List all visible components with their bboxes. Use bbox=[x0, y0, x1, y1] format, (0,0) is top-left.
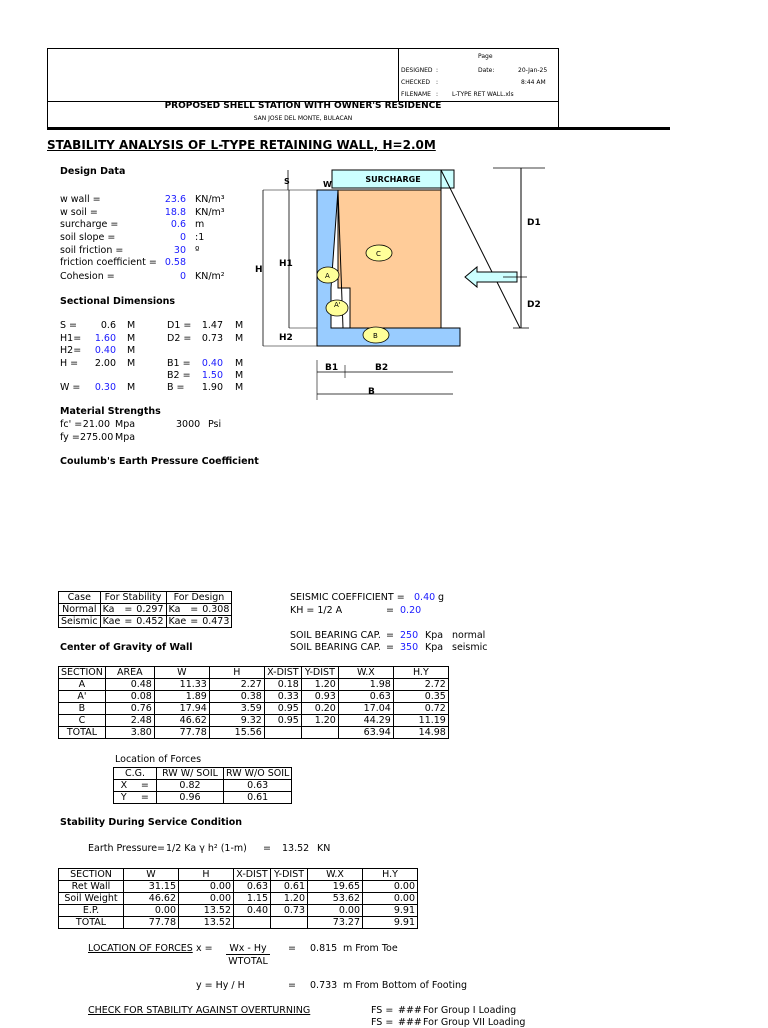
cg-cell: 0.76 bbox=[105, 703, 154, 715]
loc-heading: Location of Forces bbox=[115, 754, 202, 765]
service-table bbox=[58, 868, 418, 929]
cg-cell: 2.48 bbox=[105, 715, 154, 727]
project-location: SAN JOSE DEL MONTE, BULACAN bbox=[253, 115, 353, 122]
ep-formula: 1/2 Ka γ h² (1-m) bbox=[166, 843, 247, 854]
service-header-cell: Y-DIST bbox=[271, 869, 308, 881]
h2-unit: M bbox=[127, 345, 136, 356]
cg-header-cell: AREA bbox=[105, 667, 154, 679]
sbc-seismic-value: 350 bbox=[400, 642, 419, 653]
sbc-normal-eq: = bbox=[386, 630, 394, 641]
service-cell: 9.91 bbox=[363, 917, 418, 929]
k-header-design: For Design bbox=[166, 592, 232, 604]
service-cell: 9.91 bbox=[363, 905, 418, 917]
cg-cell bbox=[301, 727, 338, 739]
k-value: 0.297 bbox=[134, 604, 166, 616]
cg-header-cell: H bbox=[209, 667, 264, 679]
cg-table bbox=[58, 666, 449, 739]
cg-cell: 9.32 bbox=[209, 715, 264, 727]
cg-heading: Center of Gravity of Wall bbox=[60, 642, 193, 653]
x-label: x = bbox=[196, 943, 213, 954]
table-row bbox=[114, 780, 292, 792]
date-label: Date: bbox=[478, 67, 495, 74]
cg-cell: 11.33 bbox=[154, 679, 209, 691]
fy-value: 275.00 bbox=[80, 432, 114, 443]
sbc-normal-value: 250 bbox=[400, 630, 419, 641]
cg-cell: 2.72 bbox=[393, 679, 448, 691]
area-a-prime-label: A' bbox=[334, 301, 341, 309]
service-cell: 73.27 bbox=[308, 917, 363, 929]
loc-cell: = bbox=[134, 780, 157, 792]
fs2-text: For Group VII Loading bbox=[423, 1017, 526, 1028]
b1-unit: M bbox=[235, 358, 244, 369]
cg-header-cell: W.X bbox=[338, 667, 393, 679]
service-cell: 53.62 bbox=[308, 893, 363, 905]
area-a-label: A bbox=[325, 272, 330, 280]
d2-dim-label: D2 bbox=[527, 300, 541, 310]
cg-cell: 0.20 bbox=[301, 703, 338, 715]
cg-cell: 77.78 bbox=[154, 727, 209, 739]
service-cell: 0.40 bbox=[234, 905, 271, 917]
b1-value: 0.40 bbox=[201, 358, 223, 369]
w-value: 0.30 bbox=[94, 382, 116, 393]
s-value: 0.6 bbox=[100, 320, 116, 331]
service-cell bbox=[271, 917, 308, 929]
table-row bbox=[59, 679, 449, 691]
cg-cell: 0.93 bbox=[301, 691, 338, 703]
title-block-divider bbox=[398, 49, 399, 101]
w-label: W = bbox=[60, 382, 81, 393]
b1-label: B1 = bbox=[167, 358, 191, 369]
sbc-normal-tag: normal bbox=[452, 630, 486, 641]
cg-cell: 0.95 bbox=[264, 715, 301, 727]
designed-label: DESIGNED bbox=[401, 67, 433, 74]
filename-value: L-TYPE RET WALL.xls bbox=[452, 91, 514, 98]
fs1-label: FS = bbox=[371, 1005, 394, 1016]
cg-cell: A bbox=[59, 679, 106, 691]
service-cell: Soil Weight bbox=[59, 893, 124, 905]
service-header-cell: SECTION bbox=[59, 869, 124, 881]
project-title: PROPOSED SHELL STATION WITH OWNER'S RESIDENCE bbox=[164, 101, 442, 111]
design-data-unit: :1 bbox=[195, 232, 205, 243]
service-header-row bbox=[59, 869, 418, 881]
psi-unit: Psi bbox=[208, 419, 222, 430]
cg-cell: 14.98 bbox=[393, 727, 448, 739]
service-cell: 31.15 bbox=[124, 881, 179, 893]
surcharge-label: SURCHARGE bbox=[365, 175, 421, 184]
k-eq: = bbox=[124, 604, 133, 615]
y-value: 0.733 bbox=[310, 980, 338, 991]
d2-unit: M bbox=[235, 333, 244, 344]
service-cell: 13.52 bbox=[179, 905, 234, 917]
k-row-seismic bbox=[59, 616, 232, 628]
h-dim-label: H bbox=[255, 265, 263, 275]
cg-cell: 0.18 bbox=[264, 679, 301, 691]
cg-header-cell: H.Y bbox=[393, 667, 448, 679]
loc-header-cell: C.G. bbox=[114, 768, 157, 780]
service-header-cell: W bbox=[124, 869, 179, 881]
table-row bbox=[59, 905, 418, 917]
fs1-text: For Group I Loading bbox=[423, 1005, 517, 1016]
service-cell: 1.20 bbox=[271, 893, 308, 905]
d1-value: 1.47 bbox=[201, 320, 223, 331]
fc-value: 21.00 bbox=[82, 419, 110, 430]
checked-label: CHECKED bbox=[401, 79, 431, 86]
sbc-seismic-tag: seismic bbox=[452, 642, 488, 653]
service-heading: Stability During Service Condition bbox=[60, 817, 243, 828]
d2-value: 0.73 bbox=[201, 333, 223, 344]
fs1-value: ### bbox=[398, 1005, 422, 1016]
design-data-value: 0 bbox=[179, 271, 186, 282]
sbc-seismic-label: SOIL BEARING CAP. bbox=[290, 642, 381, 653]
loc-cell: X bbox=[114, 780, 134, 792]
cg-cell: 1.20 bbox=[301, 679, 338, 691]
service-cell: Ret Wall bbox=[59, 881, 124, 893]
x-eq: = bbox=[288, 943, 296, 954]
b-unit: M bbox=[235, 382, 244, 393]
b2-dim-label: B2 bbox=[375, 363, 389, 373]
design-data-value: 0.6 bbox=[170, 219, 186, 230]
design-data-value: 23.6 bbox=[164, 194, 186, 205]
service-cell: 0.63 bbox=[234, 881, 271, 893]
k-value: 0.452 bbox=[134, 616, 166, 628]
table-row bbox=[59, 715, 449, 727]
k-eq: = bbox=[190, 616, 199, 627]
y-label: y = Hy / H bbox=[196, 980, 245, 991]
design-data-label: friction coefficient = bbox=[60, 257, 157, 268]
loc-cell: = bbox=[134, 792, 157, 804]
h1-value: 1.60 bbox=[94, 333, 116, 344]
design-data-label: soil slope = bbox=[60, 232, 116, 243]
k-table-header bbox=[59, 592, 232, 604]
overturning-label: CHECK FOR STABILITY AGAINST OVERTURNING bbox=[88, 1005, 311, 1016]
sbc-seismic-eq: = bbox=[386, 642, 394, 653]
loc-cell: 0.82 bbox=[157, 780, 224, 792]
cg-cell: 3.59 bbox=[209, 703, 264, 715]
design-data-label: soil friction = bbox=[60, 245, 124, 256]
sbc-normal-unit: Kpa bbox=[425, 630, 444, 641]
cg-cell: 1.20 bbox=[301, 715, 338, 727]
k-value: 0.473 bbox=[200, 616, 232, 628]
cg-cell: 44.29 bbox=[338, 715, 393, 727]
service-cell: 77.78 bbox=[124, 917, 179, 929]
b-dim-label: B bbox=[368, 387, 375, 397]
cg-cell: C bbox=[59, 715, 106, 727]
coulomb-heading: Coulumb's Earth Pressure Coefficient bbox=[60, 456, 259, 467]
h2-label: H2= bbox=[60, 345, 82, 356]
cg-cell: 2.27 bbox=[209, 679, 264, 691]
design-data-unit: KN/m³ bbox=[195, 207, 225, 218]
loc-header-row bbox=[114, 768, 292, 780]
service-cell: 0.73 bbox=[271, 905, 308, 917]
service-cell: 1.15 bbox=[234, 893, 271, 905]
fy-label: fy = bbox=[60, 432, 80, 443]
s-unit: M bbox=[127, 320, 136, 331]
x-value: 0.815 bbox=[310, 943, 338, 954]
cg-cell: 0.35 bbox=[393, 691, 448, 703]
w-dim-label: W bbox=[323, 180, 332, 189]
kh-eq: = bbox=[386, 605, 394, 616]
material-heading: Material Strengths bbox=[60, 406, 161, 417]
ep-unit: KN bbox=[317, 843, 331, 854]
k-case: Normal bbox=[59, 604, 101, 616]
designed-colon: : bbox=[436, 67, 439, 74]
checked-colon: : bbox=[436, 79, 439, 86]
cg-cell: 15.56 bbox=[209, 727, 264, 739]
design-data-label: Cohesion = bbox=[60, 271, 115, 282]
h-value: 2.00 bbox=[94, 358, 116, 369]
cg-cell: 0.08 bbox=[105, 691, 154, 703]
cg-cell: 0.33 bbox=[264, 691, 301, 703]
service-header-cell: X-DIST bbox=[234, 869, 271, 881]
loc-cell: Y bbox=[114, 792, 134, 804]
design-data-unit: m bbox=[195, 219, 205, 230]
h-label: H = bbox=[60, 358, 79, 369]
cg-cell: 63.94 bbox=[338, 727, 393, 739]
service-cell: 0.00 bbox=[308, 905, 363, 917]
cg-header-cell: Y-DIST bbox=[301, 667, 338, 679]
design-data-label: surcharge = bbox=[60, 219, 119, 230]
table-row bbox=[59, 881, 418, 893]
ep-label: Earth Pressure= bbox=[88, 843, 166, 854]
x-unit: m From Toe bbox=[343, 943, 398, 954]
service-cell: 0.00 bbox=[363, 893, 418, 905]
b-label: B = bbox=[167, 382, 185, 393]
cg-cell: 0.72 bbox=[393, 703, 448, 715]
cg-header-cell: X-DIST bbox=[264, 667, 301, 679]
retaining-wall-diagram bbox=[255, 160, 555, 400]
design-data-value: 0.58 bbox=[164, 257, 186, 268]
service-cell: E.P. bbox=[59, 905, 124, 917]
b2-label: B2 = bbox=[167, 370, 191, 381]
d2-label: D2 = bbox=[167, 333, 192, 344]
k-label: Kae bbox=[100, 616, 122, 628]
cg-cell: 17.94 bbox=[154, 703, 209, 715]
fc-label: fc' = bbox=[60, 419, 83, 430]
filename-colon: : bbox=[436, 91, 439, 98]
service-header-cell: H bbox=[179, 869, 234, 881]
h1-label: H1= bbox=[60, 333, 82, 344]
b-value: 1.90 bbox=[201, 382, 223, 393]
page-label: Page bbox=[478, 53, 493, 60]
loc-cell: 0.63 bbox=[224, 780, 292, 792]
fs2-label: FS = bbox=[371, 1017, 394, 1028]
h1-dim-label: H1 bbox=[279, 259, 293, 269]
design-data-value: 18.8 bbox=[164, 207, 186, 218]
cg-cell: 17.04 bbox=[338, 703, 393, 715]
filename-label: FILENAME bbox=[401, 91, 431, 98]
service-header-cell: W.X bbox=[308, 869, 363, 881]
cg-cell: TOTAL bbox=[59, 727, 106, 739]
seismic-coef-unit: g bbox=[438, 592, 445, 603]
fs2-value: ### bbox=[398, 1017, 422, 1028]
b2-value: 1.50 bbox=[201, 370, 223, 381]
main-title: STABILITY ANALYSIS OF L-TYPE RETAINING WALL, H=2.0M bbox=[47, 138, 436, 152]
cg-header-row bbox=[59, 667, 449, 679]
fc-unit: Mpa bbox=[115, 419, 136, 430]
kh-label: KH = 1/2 A bbox=[290, 605, 343, 616]
k-label: Ka bbox=[166, 604, 188, 616]
loc-cell: 0.96 bbox=[157, 792, 224, 804]
service-cell: 0.00 bbox=[124, 905, 179, 917]
x-numerator: Wx - Hy bbox=[226, 943, 270, 955]
w-unit: M bbox=[127, 382, 136, 393]
s-dim-label: S bbox=[284, 177, 290, 186]
design-data-unit: KN/m² bbox=[195, 271, 225, 282]
seismic-coef-label: SEISMIC COEFFICIENT = bbox=[290, 592, 405, 603]
ep-eq: = bbox=[263, 843, 271, 854]
loc-header-cell: RW W/ SOIL bbox=[157, 768, 224, 780]
cg-cell: 0.38 bbox=[209, 691, 264, 703]
cg-cell: 1.89 bbox=[154, 691, 209, 703]
table-row bbox=[59, 893, 418, 905]
table-row bbox=[114, 792, 292, 804]
cg-cell bbox=[264, 727, 301, 739]
sectional-heading: Sectional Dimensions bbox=[60, 296, 176, 307]
cg-header-cell: SECTION bbox=[59, 667, 106, 679]
cg-cell: 0.95 bbox=[264, 703, 301, 715]
h2-value: 0.40 bbox=[94, 345, 116, 356]
d1-label: D1 = bbox=[167, 320, 192, 331]
time-value: 8:44 AM bbox=[521, 79, 546, 86]
table-row bbox=[59, 727, 449, 739]
seismic-coef-value: 0.40 bbox=[414, 592, 436, 603]
k-label: Kae bbox=[166, 616, 188, 628]
header-rule bbox=[47, 127, 670, 130]
cg-cell: 3.80 bbox=[105, 727, 154, 739]
b1-dim-label: B1 bbox=[325, 363, 339, 373]
k-header-stability: For Stability bbox=[100, 592, 166, 604]
area-c-label: C bbox=[376, 250, 381, 258]
area-b-label: B bbox=[373, 332, 378, 340]
service-cell: 0.61 bbox=[271, 881, 308, 893]
d1-unit: M bbox=[235, 320, 244, 331]
k-case: Seismic bbox=[59, 616, 101, 628]
location-forces-label: LOCATION OF FORCES bbox=[88, 943, 193, 954]
loc-cell: 0.61 bbox=[224, 792, 292, 804]
design-data-unit: KN/m³ bbox=[195, 194, 225, 205]
cg-cell: 1.98 bbox=[338, 679, 393, 691]
cg-cell: 46.62 bbox=[154, 715, 209, 727]
k-header-case: Case bbox=[59, 592, 101, 604]
soil-area bbox=[338, 190, 441, 328]
s-label: S = bbox=[60, 320, 78, 331]
design-data-value: 0 bbox=[179, 232, 186, 243]
service-cell: 0.00 bbox=[363, 881, 418, 893]
service-cell: 19.65 bbox=[308, 881, 363, 893]
y-eq: = bbox=[288, 980, 296, 991]
cg-cell: 11.19 bbox=[393, 715, 448, 727]
pressure-line bbox=[441, 170, 520, 328]
b2-unit: M bbox=[235, 370, 244, 381]
kh-value: 0.20 bbox=[400, 605, 422, 616]
service-cell bbox=[234, 917, 271, 929]
fy-unit: Mpa bbox=[115, 432, 136, 443]
h1-unit: M bbox=[127, 333, 136, 344]
design-data-value: 30 bbox=[173, 245, 186, 256]
cg-cell: 0.63 bbox=[338, 691, 393, 703]
loc-table bbox=[113, 767, 292, 804]
sbc-seismic-unit: Kpa bbox=[425, 642, 444, 653]
k-eq: = bbox=[124, 616, 133, 627]
sbc-normal-label: SOIL BEARING CAP. bbox=[290, 630, 381, 641]
design-data-unit: º bbox=[195, 245, 200, 256]
loc-header-cell: RW W/O SOIL bbox=[224, 768, 292, 780]
k-eq: = bbox=[190, 604, 199, 615]
service-cell: TOTAL bbox=[59, 917, 124, 929]
cg-cell: B bbox=[59, 703, 106, 715]
x-denominator: WTOTAL bbox=[228, 956, 268, 967]
cg-header-cell: W bbox=[154, 667, 209, 679]
service-cell: 13.52 bbox=[179, 917, 234, 929]
ep-value: 13.52 bbox=[282, 843, 310, 854]
service-cell: 0.00 bbox=[179, 893, 234, 905]
service-header-cell: H.Y bbox=[363, 869, 418, 881]
k-value: 0.308 bbox=[200, 604, 232, 616]
table-row bbox=[59, 917, 418, 929]
k-row-normal bbox=[59, 604, 232, 616]
design-data-heading: Design Data bbox=[60, 166, 126, 177]
h-unit: M bbox=[127, 358, 136, 369]
design-data-label: w wall = bbox=[60, 194, 101, 205]
cg-cell: 0.48 bbox=[105, 679, 154, 691]
cg-cell: A' bbox=[59, 691, 106, 703]
fc-psi: 3000 bbox=[176, 419, 201, 430]
design-data-label: w soil = bbox=[60, 207, 98, 218]
service-cell: 46.62 bbox=[124, 893, 179, 905]
h2-dim-label: H2 bbox=[279, 333, 293, 343]
k-coefficient-table bbox=[58, 591, 232, 628]
d1-dim-label: D1 bbox=[527, 218, 541, 228]
k-label: Ka bbox=[100, 604, 122, 616]
y-unit: m From Bottom of Footing bbox=[343, 980, 468, 991]
service-cell: 0.00 bbox=[179, 881, 234, 893]
date-value: 20-Jan-25 bbox=[518, 67, 548, 74]
table-row bbox=[59, 703, 449, 715]
table-row bbox=[59, 691, 449, 703]
